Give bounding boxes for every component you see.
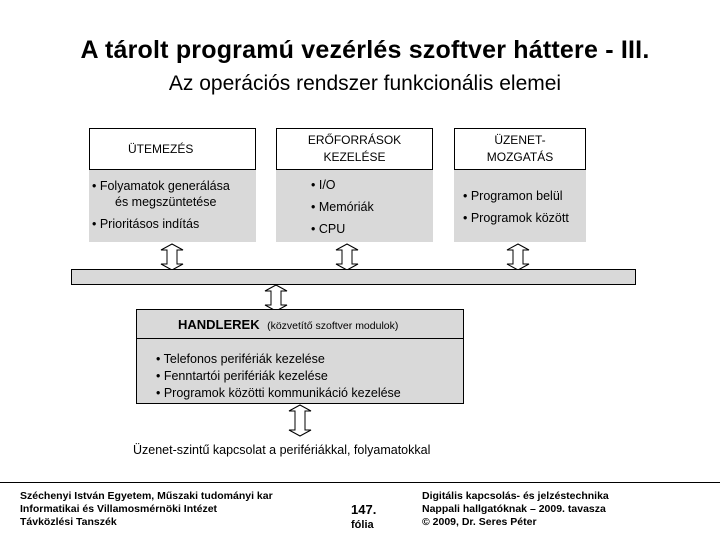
footer-course-line: Digitális kapcsolás- és jelzéstechnika (422, 490, 609, 502)
footer-institution-line: Széchenyi István Egyetem, Műszaki tudományi kar (20, 490, 273, 502)
handlers-item: • Telefonos perifériák kezelése (156, 352, 325, 366)
scheduling-item: • Folyamatok generálása (92, 179, 230, 193)
handlers-title: HANDLEREK (178, 317, 260, 332)
resource-header-line: KEZELÉSE (323, 150, 386, 164)
handlers-caption: Üzenet-szintű kapcsolat a perifériákkal, folyamatokkal (133, 443, 431, 457)
footer-institution (20, 490, 273, 529)
footer-page (351, 502, 376, 532)
resource-header (276, 128, 433, 170)
resource-header-line: ERŐFORRÁSOK (307, 133, 402, 147)
double-arrow-icon (288, 404, 312, 437)
footer-course-line: © 2009, Dr. Seres Péter (422, 516, 537, 528)
handlers-item: • Programok közötti kommunikáció kezelése (156, 386, 401, 400)
scheduling-item: és megszüntetése (115, 195, 217, 209)
footer-institution-line: Távközlési Tanszék (20, 516, 117, 528)
double-arrow-icon (335, 243, 359, 271)
footer-course (422, 490, 609, 529)
handlers-title-row (178, 316, 398, 334)
handlers-note: (közvetítő szoftver modulok) (267, 320, 399, 332)
resource-item: • I/O (311, 178, 336, 192)
messaging-item: • Programok között (463, 211, 569, 225)
double-arrow-icon (506, 243, 530, 271)
resource-item: • CPU (311, 222, 346, 236)
messaging-header-line: ÜZENET- (494, 133, 546, 147)
scheduling-header (89, 128, 256, 170)
resource-item: • Memóriák (311, 200, 374, 214)
scheduling-header-text: ÜTEMEZÉS (128, 141, 194, 156)
double-arrow-icon (160, 243, 184, 271)
messaging-header (454, 128, 586, 170)
messaging-item: • Programon belül (463, 189, 563, 203)
messaging-header-line: MOZGATÁS (486, 150, 554, 164)
page-number: 147. (351, 502, 377, 517)
slide-title: A tárolt programú vezérlés szoftver háttere - III. (80, 36, 650, 64)
slide-subtitle: Az operációs rendszer funkcionális elemei (168, 72, 562, 95)
double-arrow-icon (264, 284, 288, 312)
scheduling-item: • Prioritásos indítás (92, 217, 200, 231)
footer-divider (0, 482, 720, 483)
page-label: fólia (351, 519, 374, 531)
handlers-divider (136, 338, 464, 339)
footer-institution-line: Informatikai és Villamosmérnöki Intézet (20, 503, 218, 515)
system-bus (71, 269, 636, 285)
footer-course-line: Nappali hallgatóknak – 2009. tavasza (422, 503, 606, 515)
handlers-item: • Fenntartói perifériák kezelése (156, 369, 328, 383)
